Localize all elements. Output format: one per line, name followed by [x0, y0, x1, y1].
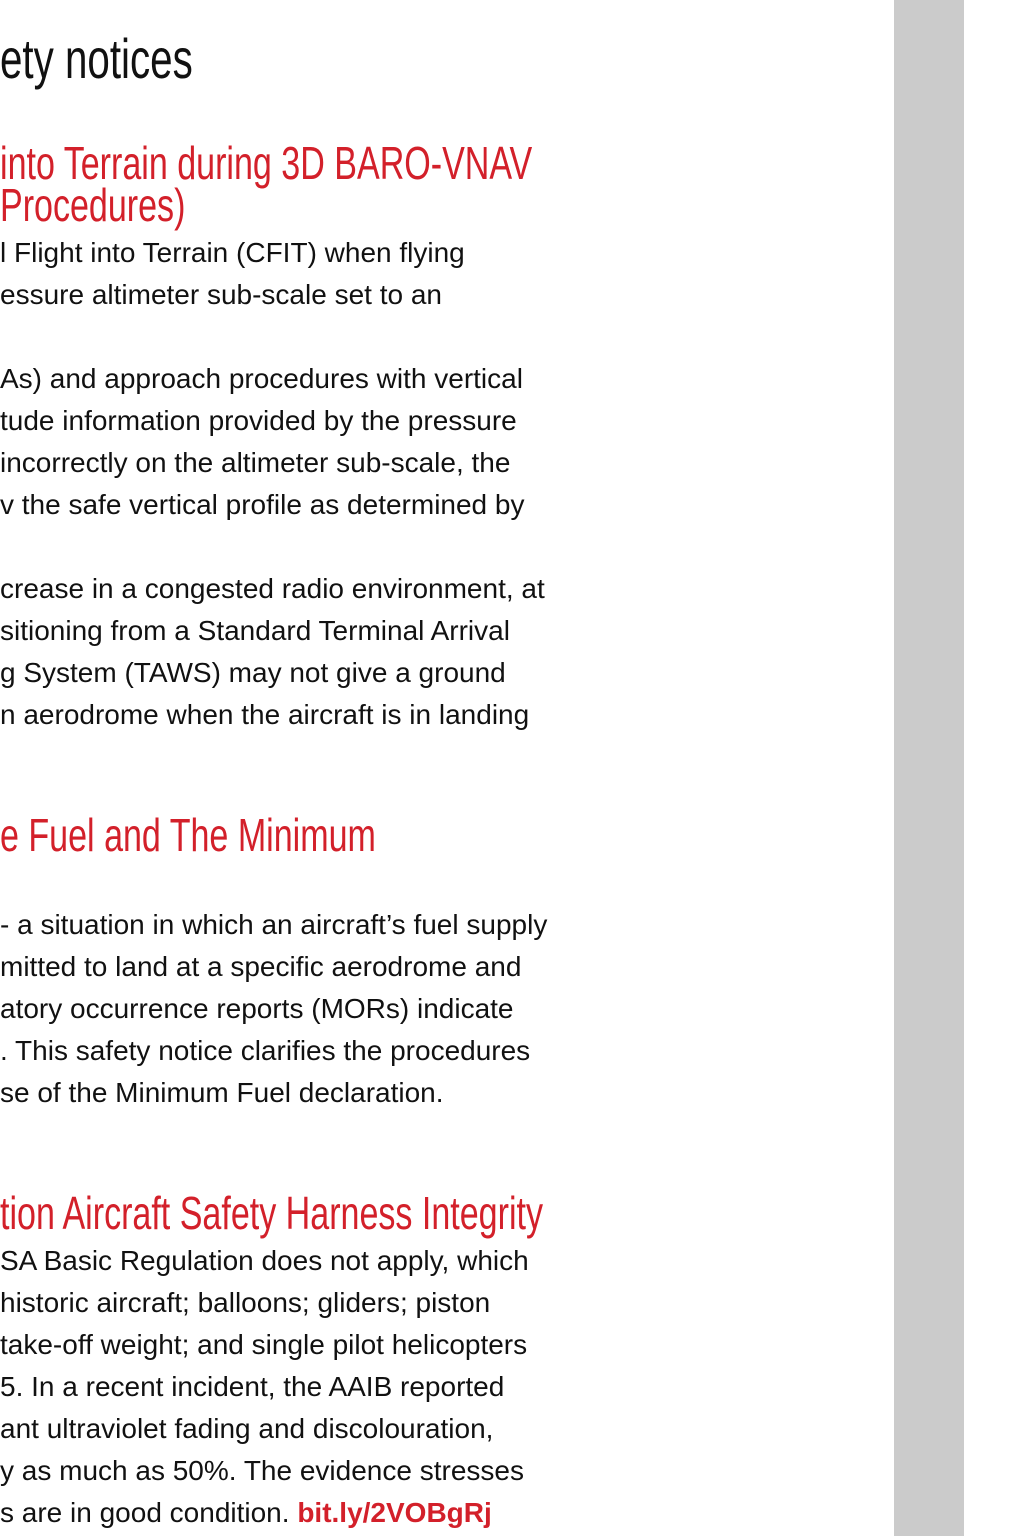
notice-1-body-line: essure altimeter sub-scale set to an	[0, 279, 442, 310]
notice-1-heading	[0, 137, 533, 231]
notice-1-body-line: sitioning from a Standard Terminal Arrival	[0, 615, 510, 646]
notice-3-body-line: SA Basic Regulation does not apply, which	[0, 1245, 529, 1276]
notice-3-body-line: ant ultraviolet fading and discolouration,	[0, 1413, 494, 1444]
notice-3-heading	[0, 1187, 543, 1239]
notice-1-body-line: tude information provided by the pressure	[0, 405, 517, 436]
notice-2-body-line: . This safety notice clarifies the procedures	[0, 1035, 531, 1066]
notice-3-body-line: historic aircraft; balloons; gliders; piston	[0, 1287, 491, 1318]
notice-3-heading-line-1: tion Aircraft Safety Harness Integrity	[0, 1187, 543, 1239]
notice-2-body-line: atory occurrence reports (MORs) indicate	[0, 993, 514, 1024]
notice-3-body-line: 5. In a recent incident, the AAIB reported	[0, 1371, 505, 1402]
notice-1-body-line: g System (TAWS) may not give a ground	[0, 657, 506, 688]
notice-1-heading-line-1: into Terrain during 3D BARO-VNAV	[0, 137, 533, 189]
notice-2-body-line: - a situation in which an aircraft’s fuel supply	[0, 909, 548, 940]
notice-3-body-line: y as much as 50%. The evidence stresses	[0, 1455, 524, 1486]
page-title: ety notices	[0, 27, 193, 90]
notice-3-body-line: take-off weight; and single pilot helicopters	[0, 1329, 528, 1360]
notice-1-body-line: incorrectly on the altimeter sub-scale, the	[0, 447, 511, 478]
notice-1-body-line: As) and approach procedures with vertical	[0, 363, 523, 394]
notice-2-body-line: mitted to land at a specific aerodrome and	[0, 951, 522, 982]
notice-3-body-text: s are in good condition.	[0, 1497, 298, 1528]
notice-1-heading-line-2: Procedures)	[0, 179, 186, 231]
notice-3-body-line-last	[0, 1492, 492, 1534]
notice-1-body-line: n aerodrome when the aircraft is in landing	[0, 699, 530, 730]
notice-2-heading	[0, 809, 376, 861]
notice-1-body-line: l Flight into Terrain (CFIT) when flying	[0, 237, 465, 268]
notice-2-body-line: se of the Minimum Fuel declaration.	[0, 1077, 444, 1108]
notice-1-body-line: v the safe vertical profile as determined by	[0, 489, 525, 520]
notice-1-body-line: crease in a congested radio environment, at	[0, 573, 545, 604]
page-gutter	[894, 0, 964, 1536]
notice-2-heading-line-1: e Fuel and The Minimum	[0, 809, 376, 861]
notice-3-link[interactable]: bit.ly/2VOBgRj	[297, 1497, 492, 1528]
